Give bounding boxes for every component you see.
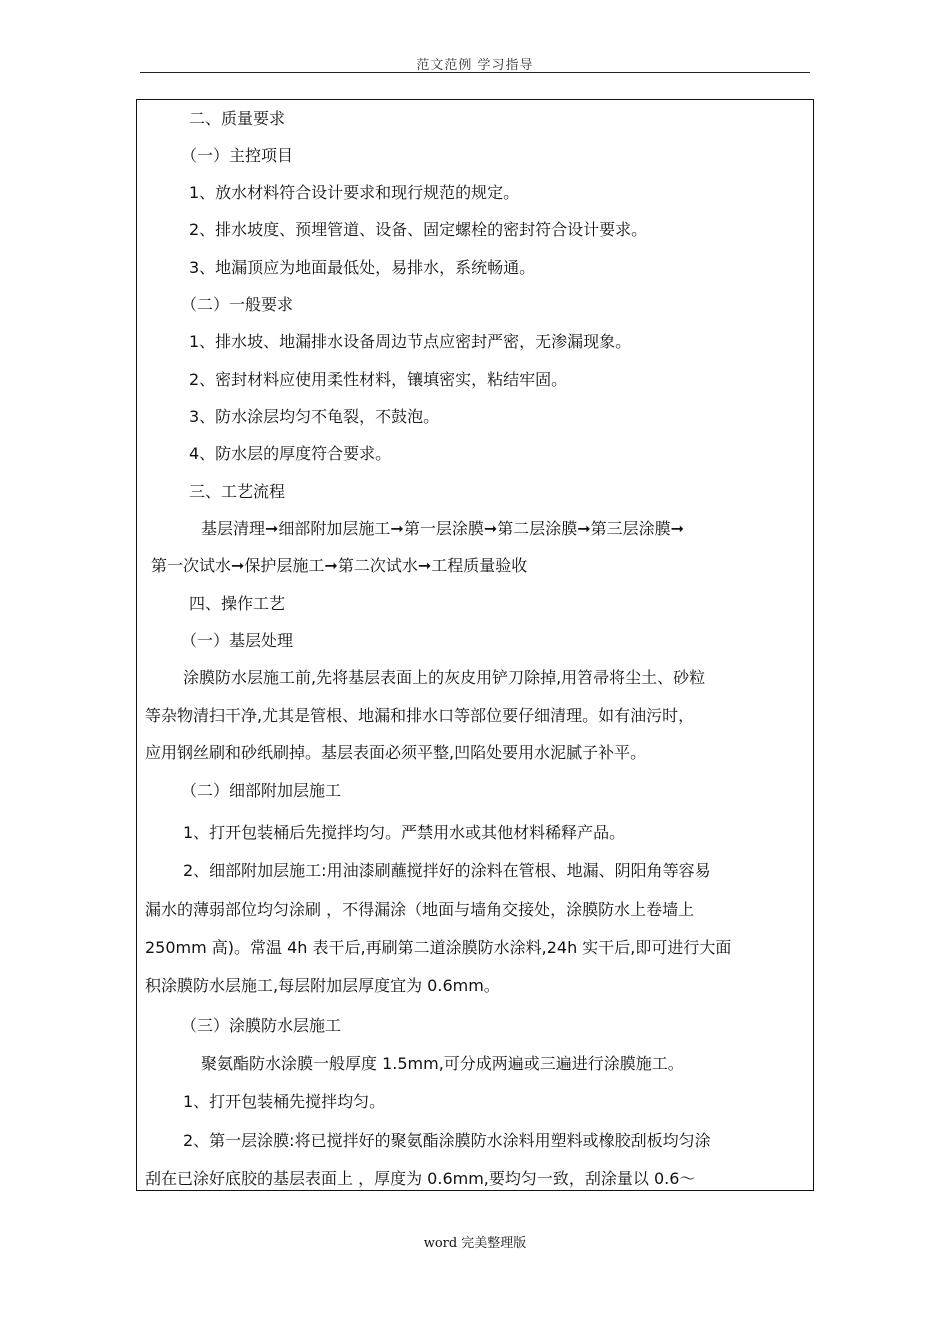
text-line: 250mm 高)。常温 4h 表干后,再刷第二道涂膜防水涂料,24h 实干后,即可进行大面 <box>145 938 732 957</box>
header-rule <box>140 72 810 73</box>
text-line: 1、排水坡、地漏排水设备周边节点应密封严密，无渗漏现象。 <box>189 332 632 351</box>
text-line: 4、防水层的厚度符合要求。 <box>189 444 392 463</box>
text-line: 聚氨酯防水涂膜一般厚度 1.5mm,可分成两遍或三遍进行涂膜施工。 <box>201 1054 684 1073</box>
text-line: 1、打开包装桶后先搅拌均匀。严禁用水或其他材料稀释产品。 <box>183 823 626 842</box>
section-heading-operation: 四、操作工艺 <box>189 594 286 613</box>
page-footer: word 完美整理版 <box>423 1236 527 1251</box>
content-frame <box>136 99 814 1191</box>
text-line: 2、密封材料应使用柔性材料，镶填密实，粘结牢固。 <box>189 370 568 389</box>
text-line: 等杂物清扫干净,尤其是管根、地漏和排水口等部位要仔细清理。如有油污时， <box>145 706 695 725</box>
text-line: 应用钢丝刷和砂纸刷掉。基层表面必须平整,凹陷处要用水泥腻子补平。 <box>145 743 647 762</box>
subheading-coating-layer: （三）涂膜防水层施工 <box>181 1016 342 1035</box>
text-line: 2、排水坡度、预埋管道、设备、固定螺栓的密封符合设计要求。 <box>189 220 648 239</box>
text-line: 2、细部附加层施工:用油漆刷蘸搅拌好的涂料在管根、地漏、阴阳角等容易 <box>183 861 711 880</box>
section-heading-quality: 二、质量要求 <box>189 109 286 128</box>
subheading-detail-layer: （二）细部附加层施工 <box>181 781 342 800</box>
text-line: 3、防水涂层均匀不龟裂，不鼓泡。 <box>189 407 440 426</box>
subheading-main-control: （一）主控项目 <box>181 146 294 165</box>
section-heading-process: 三、工艺流程 <box>189 482 286 501</box>
text-line: 积涂膜防水层施工,每层附加层厚度宜为 0.6mm。 <box>145 976 500 995</box>
text-line: 涂膜防水层施工前,先将基层表面上的灰皮用铲刀除掉,用笤帚将尘土、砂粒 <box>183 668 706 687</box>
page-header: 范文范例 学习指导 <box>416 58 534 73</box>
process-flow-line: 第一次试水➞保护层施工➞第二次试水➞工程质量验收 <box>151 556 528 575</box>
process-flow-line: 基层清理➞细部附加层施工➞第一层涂膜➞第二层涂膜➞第三层涂膜➞ <box>201 519 685 538</box>
text-line: 2、第一层涂膜:将已搅拌好的聚氨酯涂膜防水涂料用塑料或橡胶刮板均匀涂 <box>183 1131 711 1150</box>
text-line: 1、打开包装桶先搅拌均匀。 <box>183 1092 386 1111</box>
subheading-base-treatment: （一）基层处理 <box>181 631 294 650</box>
text-line: 3、地漏顶应为地面最低处，易排水，系统畅通。 <box>189 258 536 277</box>
subheading-general: （二）一般要求 <box>181 295 294 314</box>
text-line: 漏水的薄弱部位均匀涂刷 ，不得漏涂（地面与墙角交接处，涂膜防水上卷墙上 <box>145 900 695 919</box>
text-line: 刮在已涂好底胶的基层表面上 ，厚度为 0.6mm,要均匀一致，刮涂量以 0.6～ <box>145 1169 696 1188</box>
text-line: 1、放水材料符合设计要求和现行规范的规定。 <box>189 183 520 202</box>
